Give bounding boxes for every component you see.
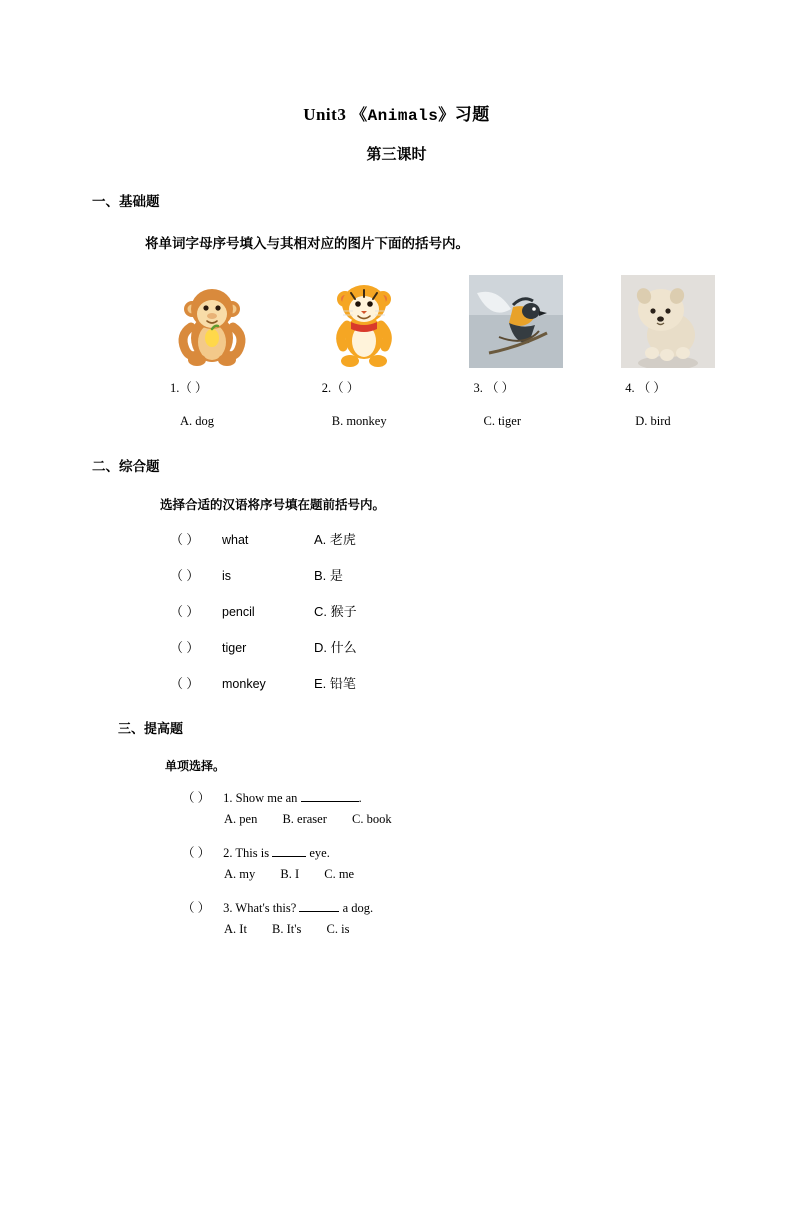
picture-blank-1[interactable]: 1.（ ） <box>170 381 208 395</box>
mcq-options-3 <box>224 922 723 937</box>
mcq-option-1b: B. eraser <box>282 812 327 826</box>
match-choice-1: A. 老虎 <box>314 532 356 547</box>
list-item <box>170 529 723 548</box>
match-choice-2: B. 是 <box>314 568 343 583</box>
section-1-heading: 一、基础题 <box>92 194 160 209</box>
mcq-option-2a: A. my <box>224 867 256 881</box>
picture-cell-4 <box>613 270 723 368</box>
match-choice-5: E. 铅笔 <box>314 676 356 691</box>
match-blank-1[interactable]: （ ） <box>170 532 200 547</box>
picture-blank-2[interactable]: 2.（ ） <box>321 381 360 395</box>
picture-option-d: D. bird <box>635 414 671 428</box>
mcq-option-2c: C. me <box>324 867 355 881</box>
picture-blank-3[interactable]: 3. （ ） <box>473 381 515 395</box>
section-3-instruction: 单项选择。 <box>165 759 226 773</box>
section-2-heading: 二、综合题 <box>92 459 160 474</box>
mcq-options-2 <box>224 867 723 882</box>
mcq-blank-2[interactable]: （ ） <box>182 846 211 860</box>
answer-blank-1[interactable] <box>301 790 359 802</box>
picture-cell-2 <box>310 270 420 368</box>
picture-options-row <box>158 414 723 429</box>
mcq-text-2: 2. This is <box>223 846 270 860</box>
mcq-blank-3[interactable]: （ ） <box>182 901 211 915</box>
matching-list <box>170 529 723 692</box>
list-item <box>170 601 723 620</box>
mcq-text-1: 1. Show me an <box>223 791 298 805</box>
answer-blank-3[interactable] <box>299 900 339 912</box>
mcq-text-1-after: . <box>358 791 362 805</box>
match-word-3: pencil <box>222 605 255 619</box>
mcq-blank-1[interactable]: （ ） <box>182 791 211 805</box>
picture-row <box>158 270 723 368</box>
section-2-instruction: 选择合适的汉语将序号填在题前括号内。 <box>160 498 386 512</box>
mcq-option-1c: C. book <box>352 812 392 826</box>
mcq-option-3c: C. is <box>326 922 350 936</box>
picture-number-row <box>158 378 723 396</box>
section-1-instruction: 将单词字母序号填入与其相对应的图片下面的括号内。 <box>145 236 469 251</box>
match-blank-2[interactable]: （ ） <box>170 568 200 583</box>
mcq-option-3a: A. It <box>224 922 247 936</box>
match-blank-3[interactable]: （ ） <box>170 604 200 619</box>
page-subtitle: 第三课时 <box>366 146 427 163</box>
worksheet-page <box>0 100 793 1222</box>
picture-option-a: A. dog <box>180 414 215 428</box>
bird-icon <box>469 275 563 368</box>
mcq-list <box>182 788 723 937</box>
match-word-4: tiger <box>222 641 247 655</box>
mcq-question-3 <box>182 898 723 916</box>
picture-cell-3 <box>462 270 572 368</box>
title-unit: Unit3 <box>303 105 347 124</box>
mcq-options-1 <box>224 812 723 827</box>
match-word-5: monkey <box>222 677 266 691</box>
match-choice-4: D. 什么 <box>314 640 357 655</box>
answer-blank-2[interactable] <box>272 845 306 857</box>
list-item <box>170 565 723 584</box>
mcq-question-2 <box>182 843 723 861</box>
page-title <box>70 100 723 125</box>
tiger-icon <box>317 275 412 368</box>
list-item <box>170 637 723 656</box>
mcq-text-2-after: eye. <box>309 846 330 860</box>
mcq-question-1 <box>182 788 723 806</box>
monkey-icon <box>165 275 260 368</box>
mcq-text-3: 3. What's this? <box>223 901 297 915</box>
mcq-option-3b: B. It's <box>272 922 302 936</box>
title-animals: 《Animals》 <box>351 107 455 125</box>
mcq-option-2b: B. I <box>280 867 300 881</box>
dog-icon <box>621 275 715 368</box>
picture-option-b: B. monkey <box>331 414 387 428</box>
match-word-1: what <box>222 533 249 547</box>
mcq-option-1a: A. pen <box>224 812 258 826</box>
match-blank-4[interactable]: （ ） <box>170 640 200 655</box>
picture-cell-1 <box>158 270 268 368</box>
picture-blank-4[interactable]: 4. （ ） <box>625 381 666 395</box>
match-word-2: is <box>222 569 232 583</box>
picture-option-c: C. tiger <box>483 414 521 428</box>
mcq-text-3-after: a dog. <box>342 901 374 915</box>
title-suffix: 习题 <box>454 105 490 124</box>
section-3-heading: 三、提高题 <box>118 721 184 736</box>
list-item <box>170 673 723 692</box>
match-choice-3: C. 猴子 <box>314 604 357 619</box>
match-blank-5[interactable]: （ ） <box>170 676 200 691</box>
